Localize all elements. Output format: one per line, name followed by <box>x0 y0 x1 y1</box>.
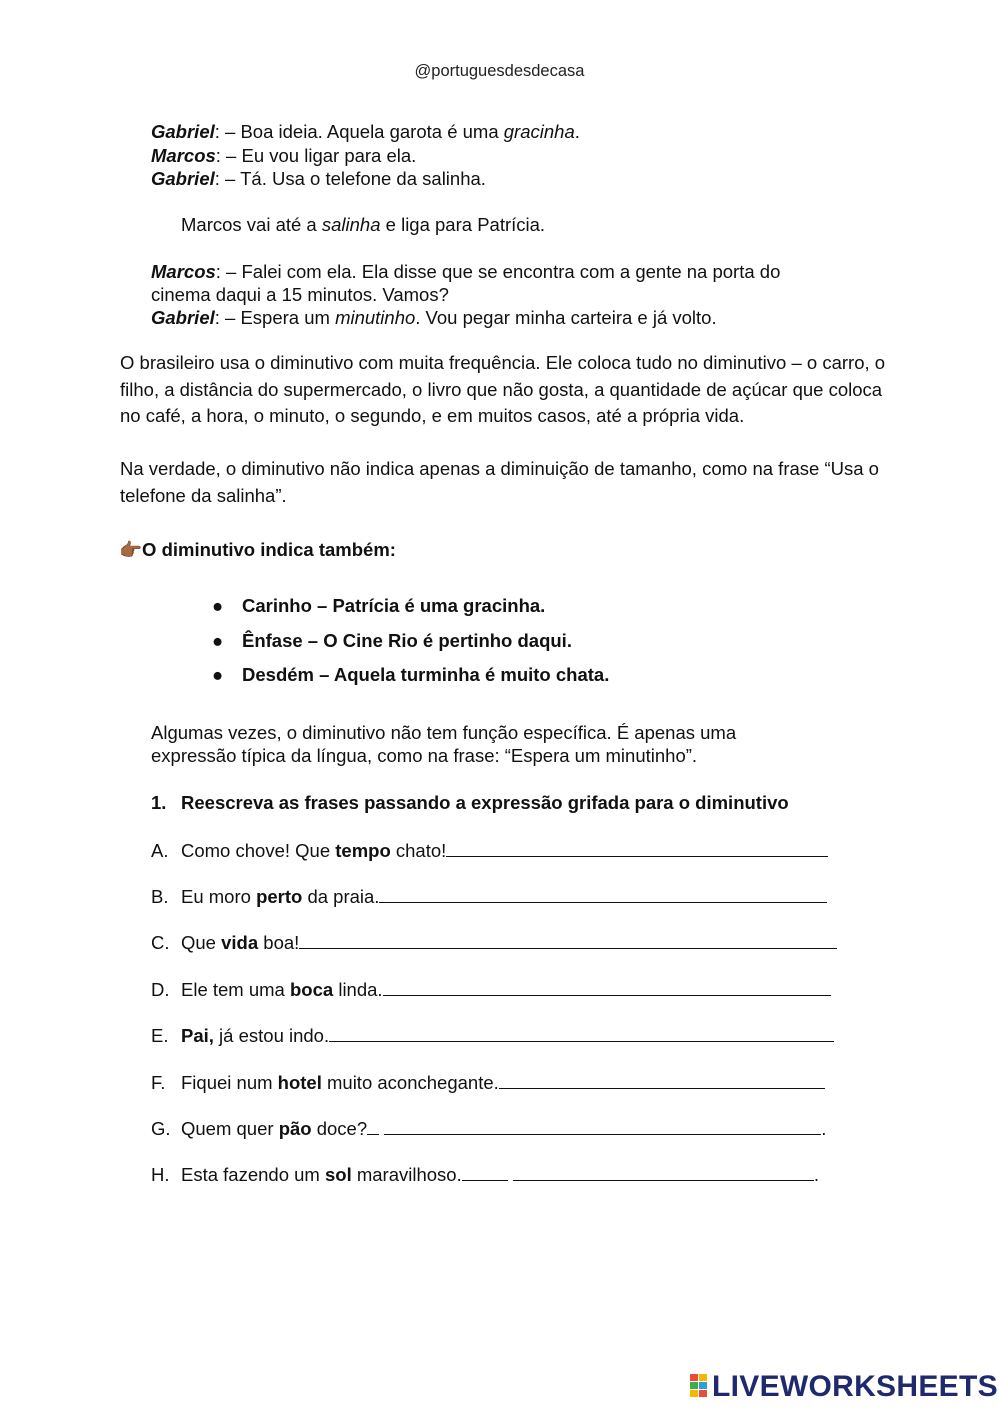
speaker-name: Gabriel <box>151 121 215 142</box>
bullet-icon: ● <box>212 595 224 616</box>
question-text: Fiquei num <box>181 1072 278 1093</box>
list-item-text: Carinho – Patrícia é uma gracinha. <box>242 595 546 616</box>
bullet-icon: ● <box>212 630 224 651</box>
narration <box>181 214 545 236</box>
question-text-end: boa! <box>258 932 300 953</box>
question-item <box>151 1070 825 1094</box>
speaker-name: Marcos <box>151 261 216 282</box>
dialogue-emphasis: minutinho <box>335 307 416 328</box>
question-item <box>151 930 837 954</box>
question-letter: A. <box>151 840 169 861</box>
question-text-end: maravilhoso. <box>351 1164 462 1185</box>
dialogue-text: : – Boa ideia. Aquela garota é uma <box>214 121 504 142</box>
question-text: Ele tem uma <box>181 979 290 1000</box>
dialogue-line <box>151 168 486 190</box>
question-keyword: vida <box>221 932 259 953</box>
question-text: Eu moro <box>181 886 257 907</box>
answer-blank[interactable] <box>367 1116 379 1135</box>
question-text: Como chove! Que <box>181 840 336 861</box>
dialogue-line <box>151 121 580 143</box>
list-item-text: Desdém – Aquela turminha é muito chata. <box>242 664 610 685</box>
question-letter: F. <box>151 1072 166 1093</box>
question-keyword: perto <box>256 886 303 907</box>
liveworksheets-logo-mark-icon <box>690 1374 708 1398</box>
answer-blank[interactable] <box>462 1162 508 1181</box>
dialogue-text: : – Falei com ela. Ela disse que se encontra com a gente na porta do <box>215 261 781 282</box>
pointing-hand-icon: 👉🏾 <box>119 539 143 560</box>
answer-blank[interactable] <box>446 838 828 857</box>
question-keyword: hotel <box>277 1072 322 1093</box>
list-item-text: Ênfase – O Cine Rio é pertinho daqui. <box>242 630 572 651</box>
question-letter: B. <box>151 886 169 907</box>
dialogue-text-end: . Vou pegar minha carteira e já volto. <box>415 307 717 328</box>
question-letter: H. <box>151 1164 170 1185</box>
dialogue-line <box>151 261 780 283</box>
dialogue-emphasis: gracinha <box>503 121 575 142</box>
dialogue-line <box>151 145 416 167</box>
list-item <box>212 595 545 617</box>
question-text-end: chato! <box>390 840 447 861</box>
question-item <box>151 838 828 862</box>
speaker-name: Marcos <box>151 145 216 166</box>
answer-blank[interactable] <box>329 1023 834 1042</box>
answer-blank[interactable] <box>384 1116 821 1135</box>
question-text-end: da praia. <box>302 886 380 907</box>
question-period: . <box>821 1118 827 1139</box>
question-letter: D. <box>151 979 170 1000</box>
dialogue-continuation: cinema daqui a 15 minutos. Vamos? <box>151 284 449 305</box>
narration-text: Marcos vai até a <box>181 214 322 235</box>
logo-text: LIVEWORKSHEETS <box>712 1370 998 1403</box>
question-item <box>151 1162 819 1186</box>
question-keyword: Pai, <box>181 1025 214 1046</box>
dialogue-text: : – Espera um <box>214 307 336 328</box>
dialogue-line <box>151 307 717 329</box>
paragraph-line: expressão típica da língua, como na frase: “Espera um minutinho”. <box>151 745 698 766</box>
bullet-icon: ● <box>212 664 224 685</box>
question-keyword: sol <box>324 1164 352 1185</box>
question-text-end: já estou indo. <box>213 1025 330 1046</box>
speaker-name: Gabriel <box>151 168 215 189</box>
question-item <box>151 977 831 1001</box>
question-keyword: boca <box>290 979 334 1000</box>
narration-emphasis: salinha <box>321 214 381 235</box>
question-text: Que <box>181 932 222 953</box>
list-item <box>212 630 572 652</box>
page-header: @portuguesdesdecasa <box>414 62 585 80</box>
answer-blank[interactable] <box>513 1162 814 1181</box>
question-letter: E. <box>151 1025 169 1046</box>
paragraph-explanation: O brasileiro usa o diminutivo com muita frequência. Ele coloca tudo no diminutivo – o carro, o filho, a distância do supermercado, o livro que não gosta, a quantidade de açúcar que coloca no café, a hora, o minuto, o segundo, e em muitos casos, até a própria vida. <box>120 352 886 426</box>
narration-text-end: e liga para Patrícia. <box>380 214 546 235</box>
question-item <box>151 1023 834 1047</box>
question-text-end: linda. <box>333 979 383 1000</box>
list-item <box>212 664 609 686</box>
answer-blank[interactable] <box>383 977 831 996</box>
speaker-name: Gabriel <box>151 307 215 328</box>
dialogue-text: : – Tá. Usa o telefone da salinha. <box>214 168 486 189</box>
section-title: O diminutivo indica também: <box>142 539 396 560</box>
answer-blank[interactable] <box>499 1070 825 1089</box>
dialogue-text: : – Eu vou ligar para ela. <box>215 145 417 166</box>
question-keyword: pão <box>278 1118 312 1139</box>
exercise-number: 1. <box>151 792 167 813</box>
exercise-title <box>151 792 789 814</box>
question-letter: C. <box>151 932 170 953</box>
answer-blank[interactable] <box>379 884 827 903</box>
question-text: Esta fazendo um <box>181 1164 325 1185</box>
exercise-title-text: Reescreva as frases passando a expressão grifada para o diminutivo <box>181 792 789 813</box>
answer-blank[interactable] <box>299 930 837 949</box>
liveworksheets-logo[interactable] <box>690 1370 998 1404</box>
question-text: Quem quer <box>181 1118 279 1139</box>
question-period: . <box>813 1164 820 1185</box>
question-item <box>151 884 827 908</box>
question-text-end: doce? <box>311 1118 368 1139</box>
question-letter: G. <box>151 1118 171 1139</box>
section-heading <box>119 539 396 561</box>
question-keyword: tempo <box>335 840 391 861</box>
dialogue-text-end: . <box>574 121 580 142</box>
question-text-end: muito aconchegante. <box>321 1072 499 1093</box>
paragraph-line: Algumas vezes, o diminutivo não tem função específica. É apenas uma <box>151 722 737 743</box>
paragraph-note: Na verdade, o diminutivo não indica apenas a diminuição de tamanho, como na frase “Usa o telefone da salinha”. <box>120 458 879 506</box>
question-item <box>151 1116 826 1140</box>
